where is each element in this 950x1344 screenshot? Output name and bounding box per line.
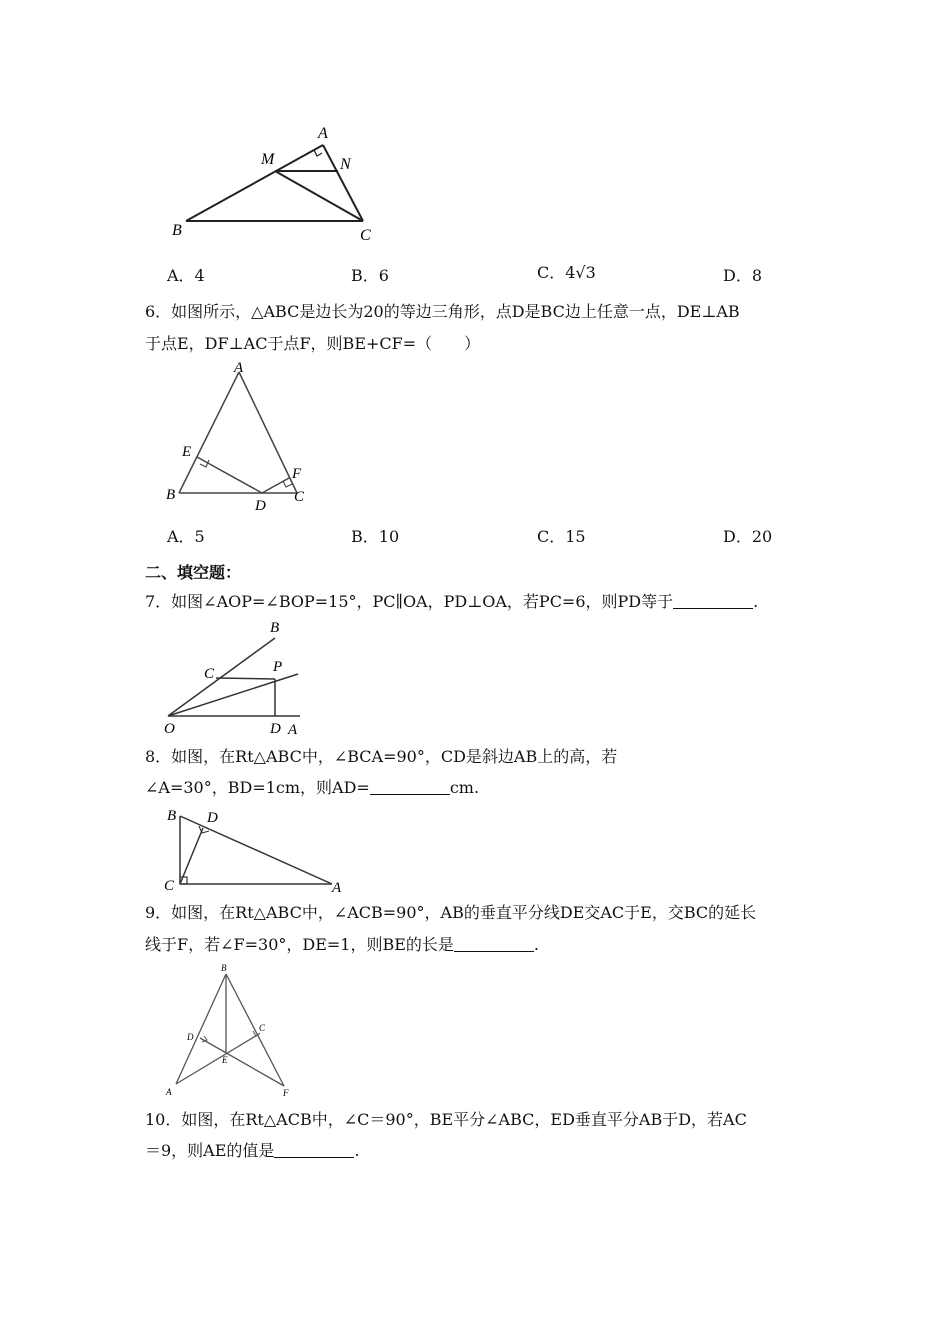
q10-question-line1: 10．如图，在Rt△ACB中，∠C＝90°，BE平分∠ABC，ED垂直平分AB于D，若AC [145, 1110, 747, 1129]
q5-option-a[interactable]: A．4 [167, 266, 205, 285]
q6-question-line2: 于点E，DF⊥AC于点F，则BE+CF=（ ） [145, 334, 481, 353]
q7-label-p: P [273, 659, 283, 675]
q6-option-a[interactable]: A．5 [167, 527, 205, 546]
q10-answer-blank[interactable] [274, 1141, 354, 1158]
section-title-fill-in: 二、填空题： [145, 563, 242, 582]
q7-label-c: C [204, 666, 215, 682]
q5-figure [160, 118, 390, 248]
q8-label-b: B [167, 808, 177, 824]
q8-label-d: D [207, 810, 218, 826]
q9-figure [160, 962, 300, 1100]
q9-label-a: A [166, 1087, 172, 1097]
q5-label-n: N [340, 156, 351, 173]
q5-option-c[interactable]: C．4√3 [537, 263, 596, 282]
q5-option-d[interactable]: D．8 [723, 266, 763, 285]
q10-end: . [354, 1141, 360, 1160]
q8-question-line1: 8．如图，在Rt△ABC中，∠BCA=90°，CD是斜边AB上的高，若 [145, 747, 618, 766]
q6-label-f: F [292, 466, 302, 482]
q9-question-line2 [145, 934, 539, 956]
q6-label-b: B [166, 487, 176, 503]
q5-label-c: C [360, 227, 371, 244]
q6-option-b[interactable]: B．10 [351, 527, 400, 546]
q10-question-text: ＝9，则AE的值是 [145, 1141, 275, 1160]
q5-label-b: B [172, 222, 182, 239]
q7-question [145, 591, 758, 613]
q6-figure [162, 360, 322, 516]
q6-option-c[interactable]: C．15 [537, 527, 586, 546]
q8-label-c: C [164, 878, 175, 894]
q9-label-e: E [222, 1055, 228, 1065]
q9-label-b: B [221, 963, 227, 973]
q9-label-d: D [187, 1032, 194, 1042]
q7-question-text: 7．如图∠AOP=∠BOP=15°，PC∥OA，PD⊥OA，若PC=6，则PD等于 [145, 592, 674, 611]
q6-option-d[interactable]: D．20 [723, 527, 773, 546]
q7-label-d: D [270, 721, 281, 737]
q5-option-b[interactable]: B．6 [351, 266, 389, 285]
q9-answer-blank[interactable] [454, 935, 534, 952]
q7-figure [160, 616, 310, 738]
q7-end: . [753, 592, 759, 611]
q8-figure [160, 804, 350, 896]
q6-label-d: D [255, 498, 266, 514]
q8-unit: cm. [449, 778, 480, 797]
q9-question-line1: 9．如图，在Rt△ABC中，∠ACB=90°，AB的垂直平分线DE交AC于E，交BC的延长 [145, 903, 757, 922]
q8-answer-blank[interactable] [370, 778, 450, 795]
q7-answer-blank[interactable] [673, 592, 753, 609]
q8-question-text: ∠A=30°，BD=1cm，则AD= [145, 778, 370, 797]
q8-question-line2 [145, 777, 479, 799]
q6-label-a: A [234, 360, 244, 376]
q10-question-line2 [145, 1140, 360, 1162]
q6-question-line1: 6．如图所示，△ABC是边长为20的等边三角形，点D是BC边上任意一点，DE⊥AB [145, 302, 740, 321]
q7-label-o: O [164, 721, 175, 737]
q9-label-c: C [259, 1023, 266, 1033]
q7-label-b: B [270, 620, 280, 636]
q8-label-a: A [332, 880, 342, 896]
q6-label-e: E [182, 444, 192, 460]
q7-label-a: A [288, 722, 298, 738]
q9-question-text: 线于F，若∠F=30°，DE=1，则BE的长是 [145, 935, 454, 954]
q9-end: . [533, 935, 540, 954]
q6-label-c: C [294, 489, 305, 505]
q5-label-a: A [318, 125, 328, 142]
q9-label-f: F [283, 1088, 289, 1098]
q5-label-m: M [261, 151, 275, 168]
